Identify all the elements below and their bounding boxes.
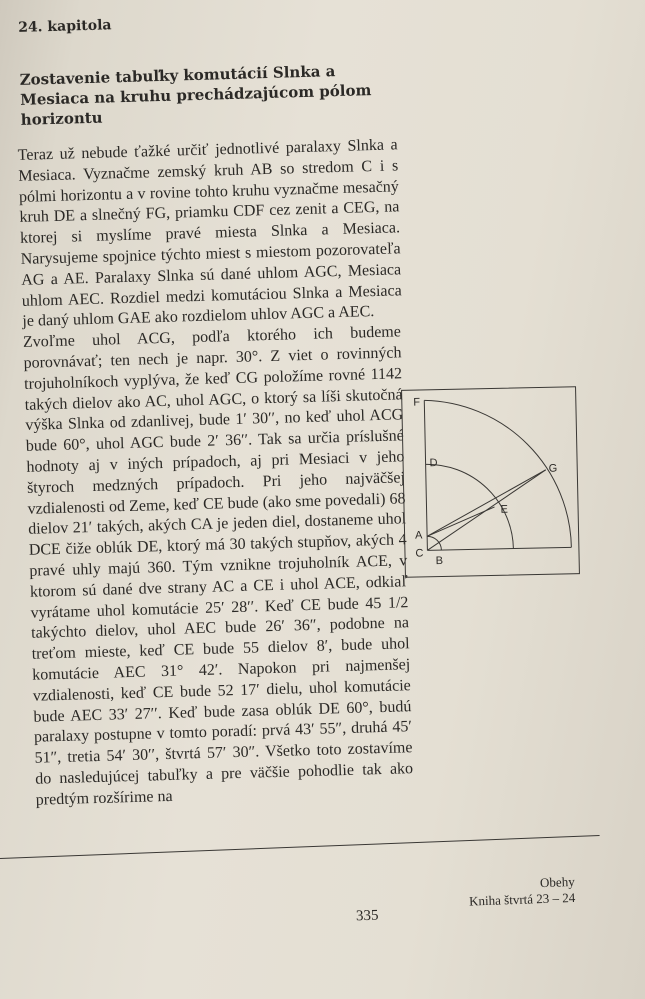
chapter-label: 24. kapitola bbox=[17, 17, 112, 36]
section-title: Zostavenie tabuľky komutácií Slnka a Mesiaca na kruhu prechádzajúcom pólom horizontu bbox=[19, 62, 372, 129]
running-title-line-1: Obehy bbox=[539, 873, 575, 891]
text-block bbox=[14, 9, 416, 811]
label-g: G bbox=[548, 462, 558, 475]
paragraph-1: Teraz už nebude ťažké určiť jednotlivé paralaxy Slnka a Mesiaca. Vyznačme zemský kruh AB so stredom C i s pólmi horizontu a v rovine tohto kruhu vyznačme mesačný kruh DE a slnečný FG, priamku CDF cez zenit a CEG, na ktorej si myslíme pravé miesta Slnka a Mesiaca. Narysujeme spojnice týchto miest s miestom pozorovateľa AG a AE. Paralaxy Slnka sú dané uhlom AGC, Mesiaca uhlom AEC. Rozdiel medzi komutáciou Slnka a Mesiaca je daný uhlom GAE ako rozdielom uhlov AGC a AEC. bbox=[17, 136, 402, 331]
label-e: E bbox=[500, 503, 509, 516]
label-d: D bbox=[429, 457, 438, 470]
running-title-line-2: Kniha štvrtá 23 – 24 bbox=[468, 889, 576, 909]
label-c: C bbox=[415, 547, 424, 560]
earth-circle-arc bbox=[427, 536, 441, 550]
line-ag bbox=[426, 470, 547, 536]
base-line bbox=[427, 547, 571, 550]
footer-rule bbox=[0, 835, 600, 859]
line-cdf bbox=[424, 400, 427, 550]
geometry-diagram bbox=[402, 387, 579, 577]
label-a: A bbox=[414, 529, 423, 542]
label-f: F bbox=[413, 396, 421, 409]
geometry-figure bbox=[401, 386, 580, 578]
line-ae bbox=[427, 507, 496, 536]
page-number: 335 bbox=[355, 907, 379, 925]
paragraph-2: Zvoľme uhol ACG, podľa ktorého ich budeme porovnávať; ten nech je napr. 30°. Z viet o rovinných trojuholníkoch vyplýva, že keď CG položíme rovné 1142 takých dielov ako AC, uhol AGC, o ktorý sa líši skutočná výška Slnka od zdanlivej, bude 1′ 30′′, no keď uhol ACG bude 60°, uhol AGC bude 2′ 36′′. Tak sa určia príslušné hodnoty aj v iných prípadoch, aj pri Mesiaci v jeho štyroch medzných prípadoch. Pri jeho najväčšej vzdialenosti od Zeme, keď CE bude (ako sme povedali) 68 dielov 21′ takých, akých CA je jeden diel, dostaneme uhol DCE čiže oblúk DE, ktorý má 30 takých stupňov, akých 4 pravé uhly majú 360. Tým vznikne trojuholník ACE, v ktorom sú dané dve strany AC a CE i uhol ACE, odkiaľ vyrátame uhol komutácie 25′ 28′′. Keď CE bude 45 1/2 takýchto dielov, uhol AEC bude 26′ 36″, podobne na treťom mieste, keď CE bude 55 dielov 8′, bude uhol komutácie AEC 31° 42′. Napokon pri najmenšej vzdialenosti, keď CE bude 52 17′ dielu, uhol komutácie bude AEC 33′ 27′′. Keď bude zasa oblúk DE 60°, budú paralaxy postupne v tomto poradí: prvá 43′ 55″, druhá 45′ 51″, tretia 54′ 30′′, štvrtá 57′ 30″. Všetko toto zostavíme do nasledujúcej tabuľky a pre väčšie pohodlie tak ako predtým rozšírime na bbox=[22, 323, 414, 809]
label-b: B bbox=[435, 555, 444, 568]
running-footer bbox=[454, 874, 575, 910]
